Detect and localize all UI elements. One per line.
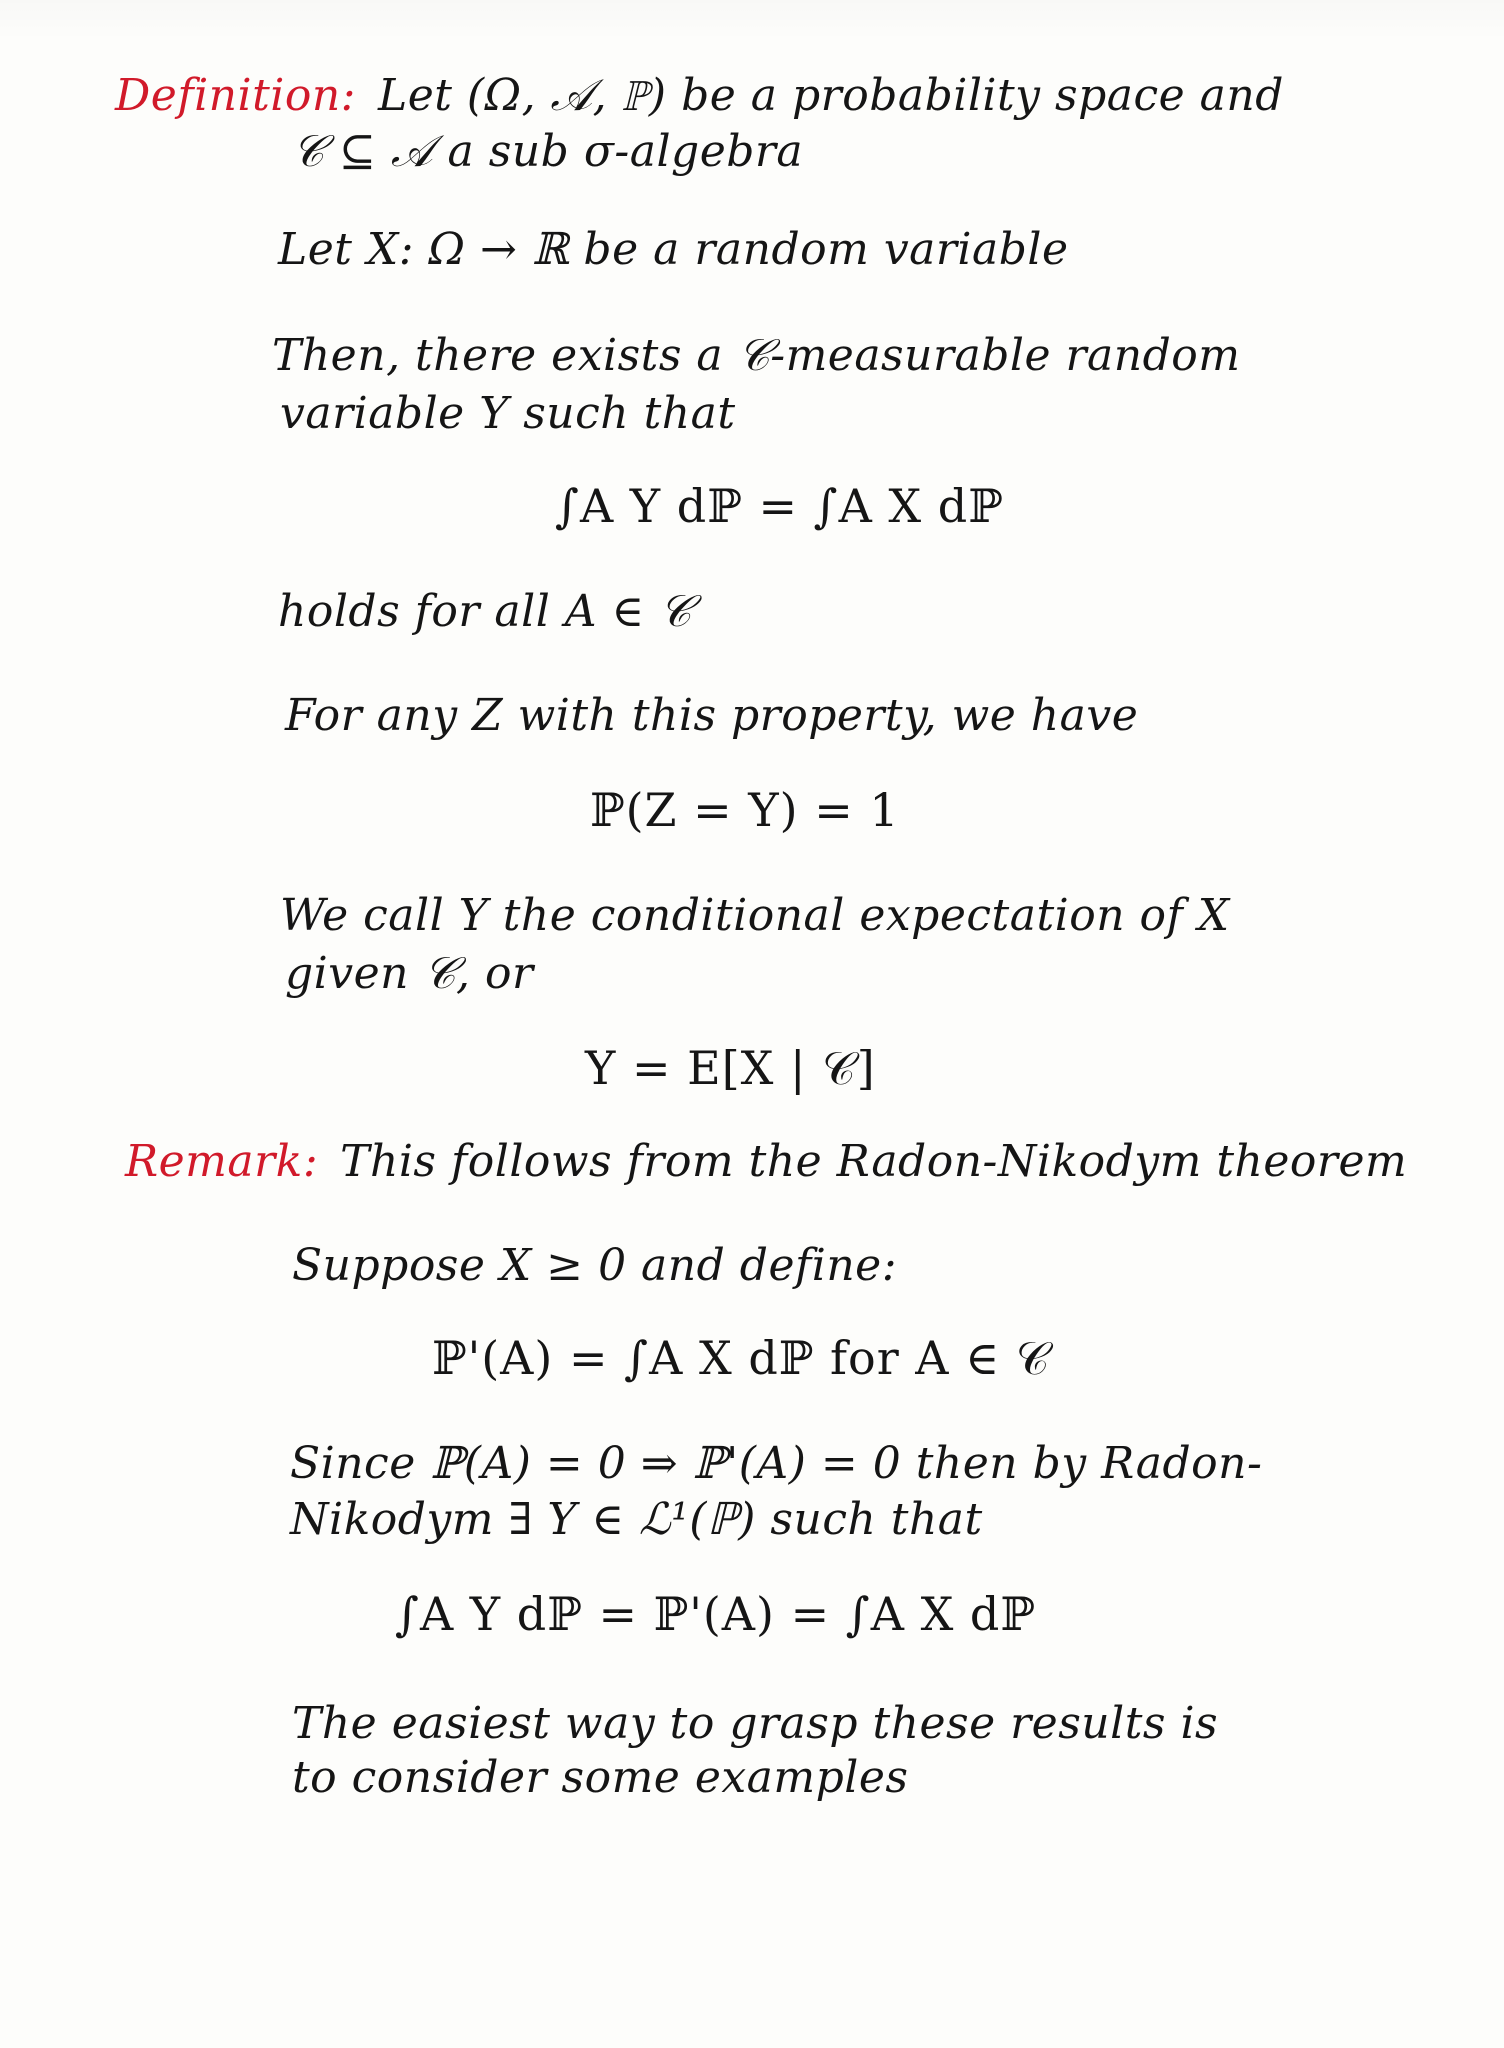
definition-line-5: variable Y such that bbox=[280, 388, 736, 439]
remark-line-4: Nikodym ∃ Y ∈ ℒ¹(ℙ) such that bbox=[290, 1494, 983, 1545]
definition-line-1 bbox=[115, 70, 1284, 122]
definition-line-6: holds for all A ∈ 𝒞 bbox=[278, 586, 692, 637]
remark-line-5: The easiest way to grasp these results is bbox=[292, 1698, 1219, 1749]
definition-line-8: We call Y the conditional expectation of X bbox=[280, 890, 1230, 941]
remark-line-1 bbox=[125, 1136, 1407, 1188]
definition-label: Definition: bbox=[115, 70, 356, 121]
remark-label: Remark: bbox=[125, 1136, 319, 1187]
definition-line-7: For any Z with this property, we have bbox=[285, 690, 1139, 741]
definition-formula-integral: ∫A Y dℙ = ∫A X dℙ bbox=[555, 479, 1004, 533]
definition-text-1: Let (Ω, 𝒜, ℙ) be a probability space and bbox=[378, 70, 1284, 121]
remark-line-6: to consider some examples bbox=[292, 1752, 909, 1803]
remark-formula-radon-nikodym: ∫A Y dℙ = ℙ'(A) = ∫A X dℙ bbox=[395, 1587, 1036, 1641]
remark-line-3: Since ℙ(A) = 0 ⇒ ℙ'(A) = 0 then by Radon- bbox=[290, 1438, 1263, 1489]
definition-formula-expectation: Y = E[X | 𝒞] bbox=[585, 1041, 876, 1095]
definition-line-4: Then, there exists a 𝒞-measurable random bbox=[272, 330, 1241, 381]
definition-line-3: Let X: Ω → ℝ be a random variable bbox=[278, 224, 1069, 275]
remark-formula-measure: ℙ'(A) = ∫A X dℙ for A ∈ 𝒞 bbox=[432, 1331, 1051, 1385]
remark-line-2: Suppose X ≥ 0 and define: bbox=[292, 1240, 898, 1291]
definition-line-2: 𝒞 ⊆ 𝒜 a sub σ-algebra bbox=[292, 126, 804, 177]
definition-formula-probability: ℙ(Z = Y) = 1 bbox=[590, 783, 900, 837]
remark-text-1: This follows from the Radon-Nikodym theorem bbox=[340, 1136, 1408, 1187]
definition-line-9: given 𝒞, or bbox=[285, 948, 534, 999]
